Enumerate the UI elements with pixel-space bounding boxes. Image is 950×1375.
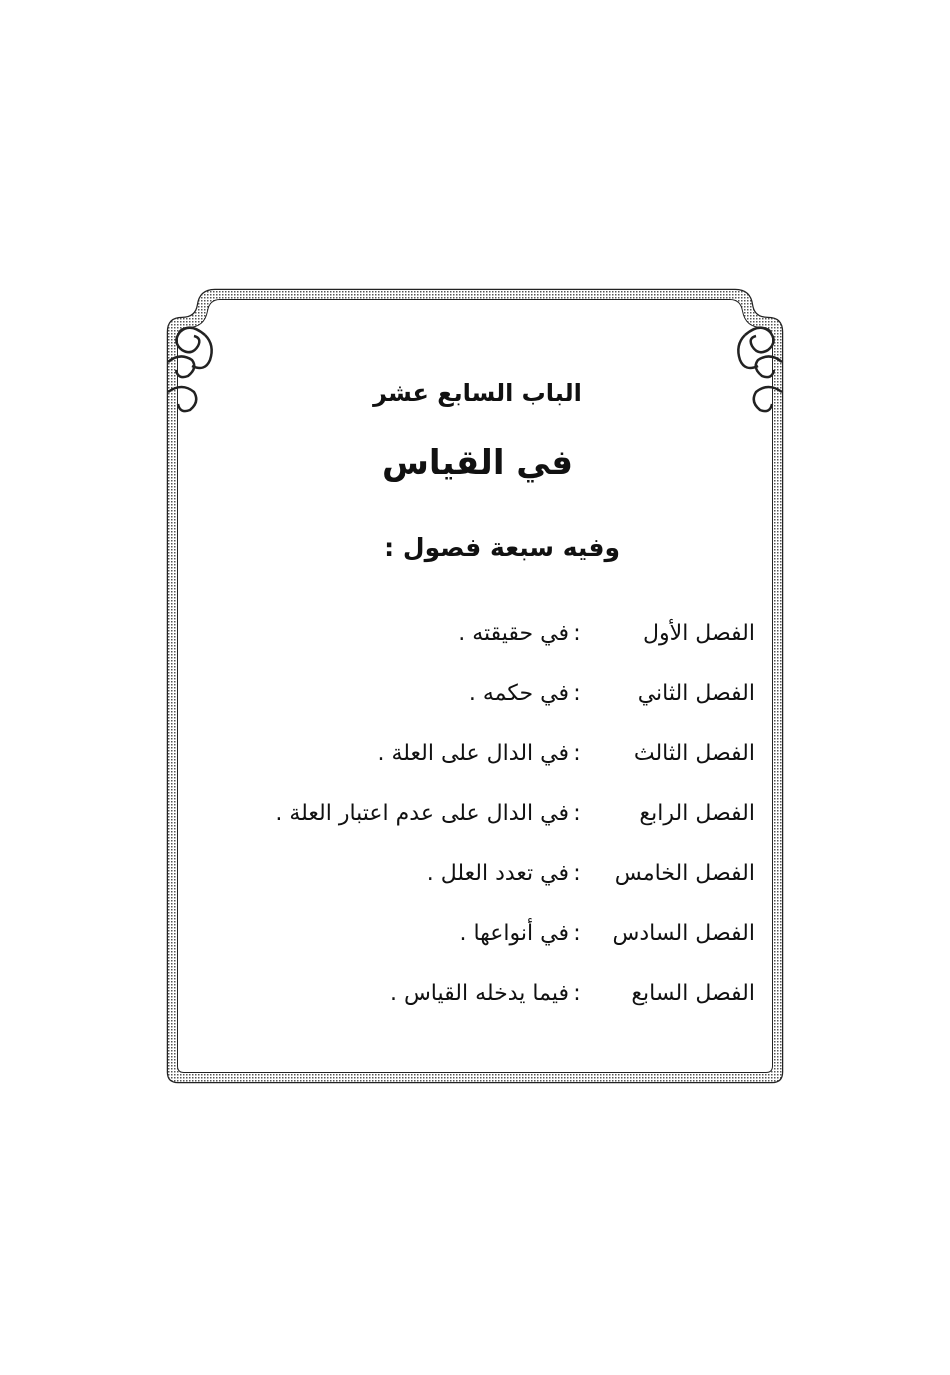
section-label: الفصل السادس xyxy=(612,920,755,946)
section-row xyxy=(200,783,755,843)
section-separator: : xyxy=(573,680,581,706)
section-topic: في حكمه . xyxy=(468,680,569,706)
section-row xyxy=(200,903,755,963)
section-topic: في الدال على العلة . xyxy=(377,740,569,766)
section-label: الفصل الخامس xyxy=(614,860,755,886)
chapter-subtitle: في القياس xyxy=(382,443,573,483)
section-separator: : xyxy=(573,620,581,646)
section-row xyxy=(200,843,755,903)
section-topic: في الدال على عدم اعتبار العلة . xyxy=(275,800,569,826)
section-row xyxy=(200,663,755,723)
section-topic: في حقيقته . xyxy=(458,620,569,646)
section-row xyxy=(200,963,755,1023)
section-topic: في تعدد العلل . xyxy=(426,860,569,886)
chapter-content xyxy=(200,355,755,1039)
section-separator: : xyxy=(573,860,581,886)
chapter-intro: وفيه سبعة فصول : xyxy=(384,533,620,562)
section-label: الفصل الرابع xyxy=(639,800,755,826)
section-label: الفصل الثالث xyxy=(633,740,755,766)
section-separator: : xyxy=(573,980,581,1006)
section-row xyxy=(200,723,755,783)
section-label: الفصل السابع xyxy=(631,980,755,1006)
section-separator: : xyxy=(573,920,581,946)
section-separator: : xyxy=(573,800,581,826)
section-topic: في أنواعها . xyxy=(459,920,569,946)
section-separator: : xyxy=(573,740,581,766)
sections-list xyxy=(200,603,755,1023)
section-topic: فيما يدخله القياس . xyxy=(389,980,569,1006)
section-label: الفصل الثاني xyxy=(637,680,755,706)
section-row xyxy=(200,603,755,663)
section-label: الفصل الأول xyxy=(643,620,755,646)
chapter-title: الباب السابع عشر xyxy=(373,379,582,407)
